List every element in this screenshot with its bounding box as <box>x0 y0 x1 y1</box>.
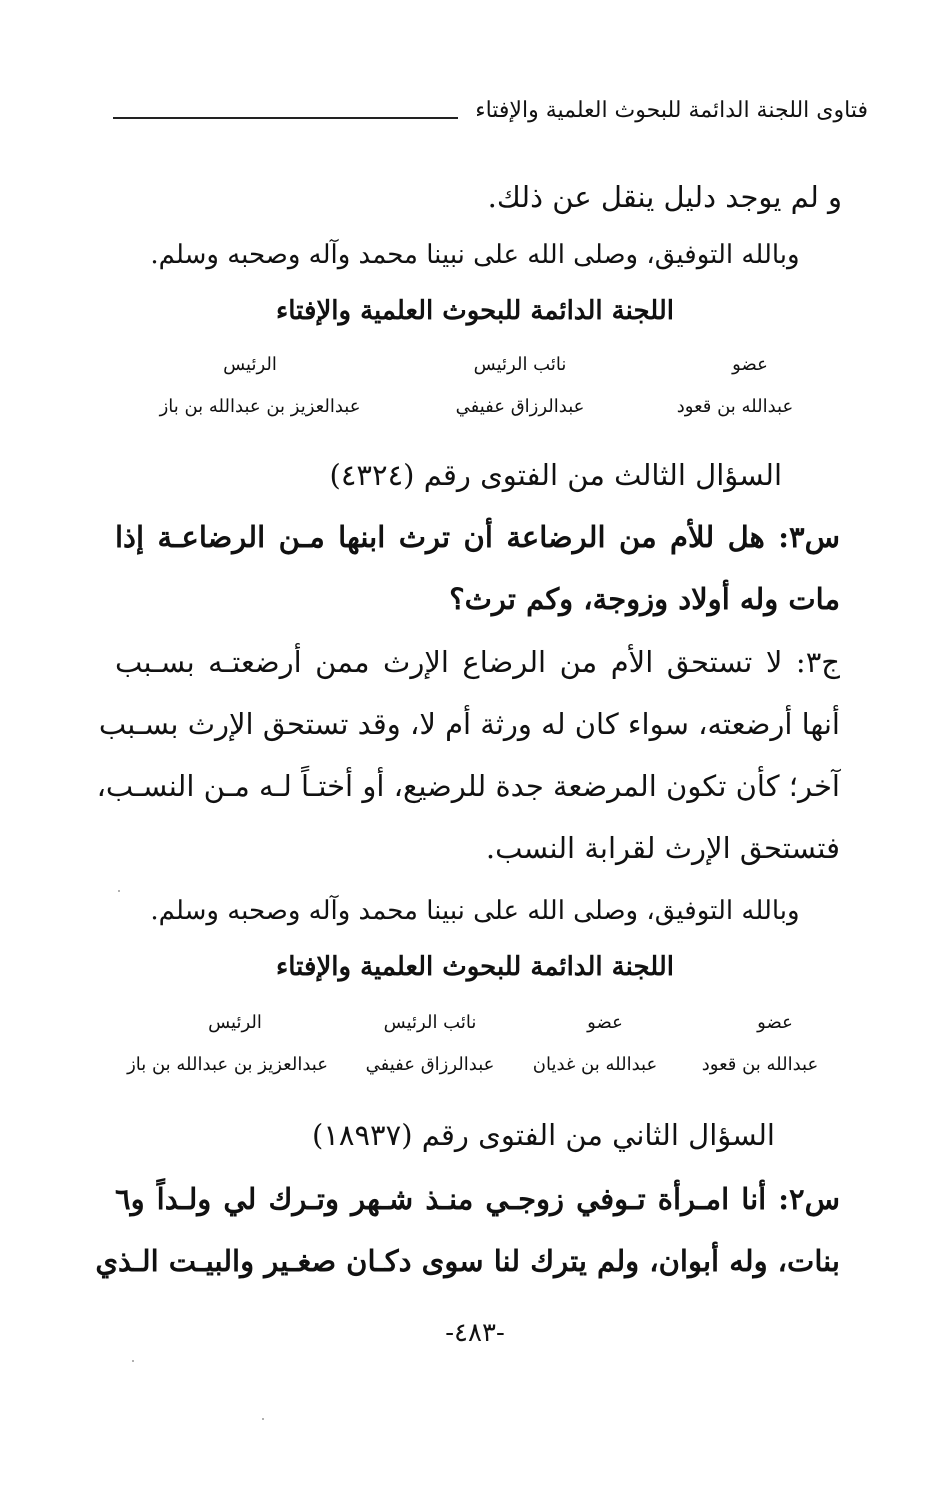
question-line: س٣: هل للأم من الرضاعة أن ترث ابنها مـن الرضاعـة إذا <box>115 520 840 554</box>
question-line: مات وله أولاد وزوجة، وكم ترث؟ <box>449 582 840 616</box>
signatory-role: عضو <box>587 1012 623 1033</box>
answer-line: أنها أرضعته، سواء كان له ورثة أم لا، وقد تستحق الإرث بسـبب <box>98 707 840 741</box>
answer-line: ج٣: لا تستحق الأم من الرضاع الإرث ممن أرضعتـه بسـبب <box>115 645 840 679</box>
committee-heading: اللجنة الدائمة للبحوث العلمية والإفتاء <box>276 296 674 326</box>
signatory-name: عبدالرزاق عفيفي <box>365 1054 495 1075</box>
committee-heading: اللجنة الدائمة للبحوث العلمية والإفتاء <box>276 952 674 982</box>
closing-formula: وبالله التوفيق، وصلى الله على نبينا محمد وآله وصحبه وسلم. <box>150 240 800 270</box>
running-header <box>475 98 868 123</box>
fatwa-reference: السؤال الثالث من الفتوى رقم (٤٣٢٤) <box>329 458 782 492</box>
signatory-name: عبدالعزيز بن عبدالله بن باز <box>159 396 361 417</box>
signatory-role: الرئيس <box>223 354 277 375</box>
question-line: بنات، وله أبوان، ولم يترك لنا سوى دكـان صغـير والبيـت الـذي <box>95 1244 840 1278</box>
signatory-role: نائب الرئيس <box>473 354 567 375</box>
scan-speck <box>262 1418 264 1420</box>
signatory-name: عبدالله بن قعود <box>676 396 794 417</box>
scan-speck <box>118 890 120 892</box>
signatory-role: نائب الرئيس <box>383 1012 477 1033</box>
signatory-role: عضو <box>732 354 768 375</box>
page-number: -٤٨٣- <box>445 1318 505 1348</box>
paragraph-line: و لم يوجد دليل ينقل عن ذلك. <box>487 180 842 214</box>
signatory-name: عبدالله بن غديان <box>532 1054 658 1075</box>
signatory-role: عضو <box>757 1012 793 1033</box>
scan-speck <box>132 1360 134 1362</box>
header-rule <box>113 117 458 119</box>
signatory-name: عبدالله بن قعود <box>701 1054 819 1075</box>
header-title: فتاوى اللجنة الدائمة للبحوث العلمية والإفتاء <box>475 98 868 123</box>
fatwa-reference: السؤال الثاني من الفتوى رقم (١٨٩٣٧) <box>312 1118 775 1152</box>
signatory-name: عبدالرزاق عفيفي <box>455 396 585 417</box>
signatory-name: عبدالعزيز بن عبدالله بن باز <box>127 1054 328 1075</box>
signatory-role: الرئيس <box>208 1012 262 1033</box>
question-line: س٢: أنا امـرأة تـوفي زوجـي منـذ شـهر وتـرك لي ولـداً و٦ <box>115 1182 840 1216</box>
closing-formula: وبالله التوفيق، وصلى الله على نبينا محمد وآله وصحبه وسلم. <box>150 896 800 926</box>
answer-line: فتستحق الإرث لقرابة النسب. <box>485 831 840 865</box>
answer-line: آخر؛ كأن تكون المرضعة جدة للرضيع، أو أختـاً لـه مـن النسـب، <box>96 769 840 803</box>
